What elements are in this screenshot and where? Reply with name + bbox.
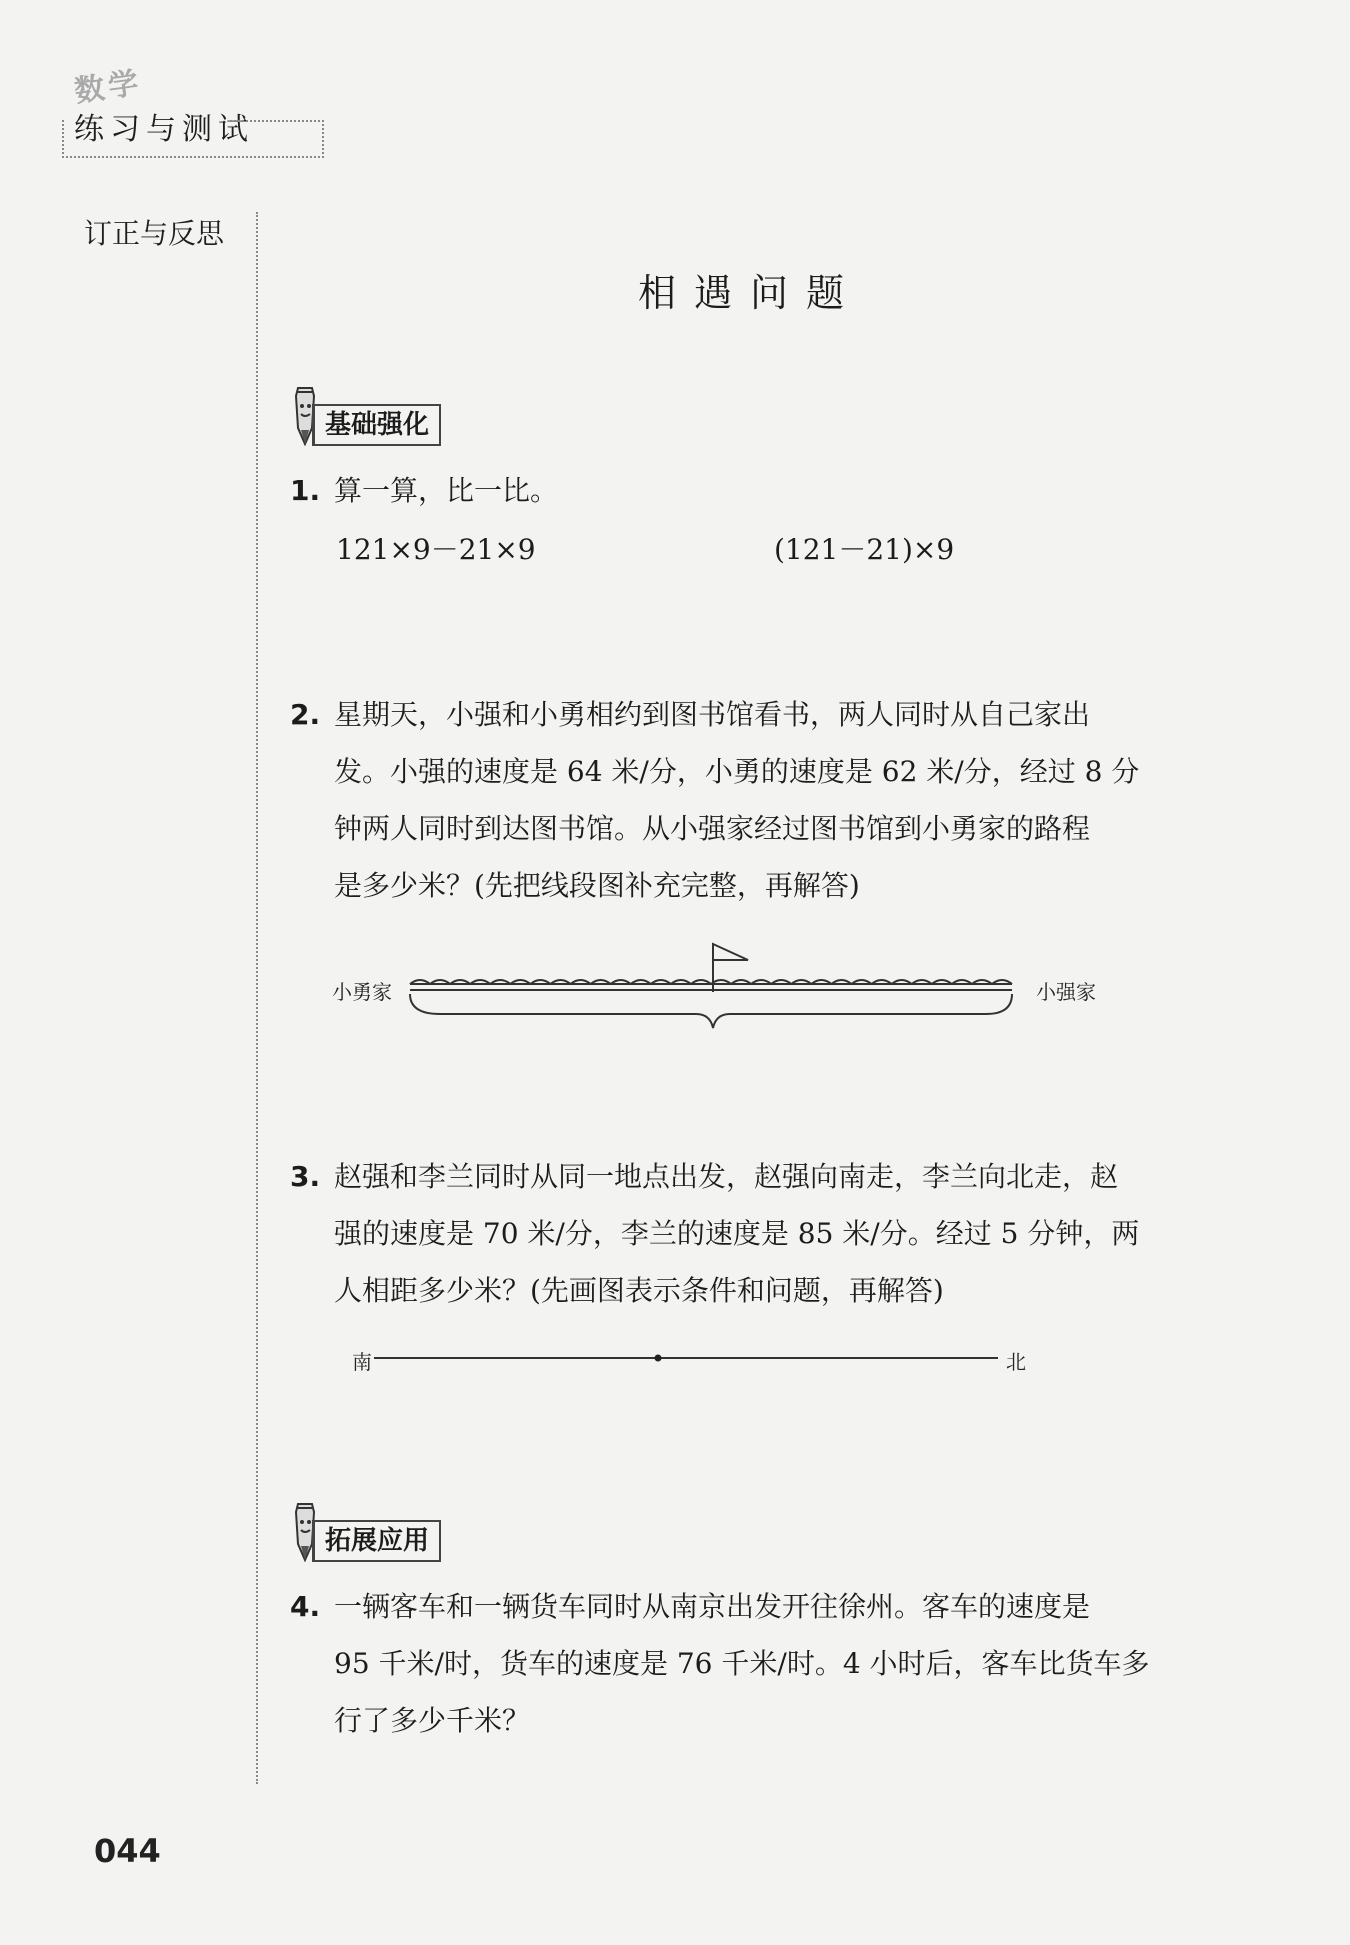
- question-line: 人相距多少米？(先画图表示条件和问题，再解答): [334, 1274, 944, 1307]
- correction-reflection-label: 订正与反思: [84, 217, 225, 250]
- page-number: 044: [94, 1832, 161, 1870]
- question-number: 1.: [290, 474, 321, 507]
- question-line: 赵强和李兰同时从同一地点出发，赵强向南走，李兰向北走，赵: [334, 1160, 1119, 1193]
- question-number: 4.: [290, 1590, 321, 1623]
- question-3: [290, 1148, 1230, 1319]
- section-extend: [292, 1500, 441, 1562]
- expression-b: (121－21)×9: [774, 533, 955, 566]
- direction-line: [374, 1346, 1004, 1370]
- question-number: 3.: [290, 1160, 321, 1193]
- question-line: 一辆客车和一辆货车同时从南京出发开往徐州。客车的速度是: [334, 1590, 1091, 1623]
- question-line: 发。小强的速度是 64 米/分，小勇的速度是 62 米/分，经过 8 分: [334, 755, 1140, 788]
- question-4: [290, 1578, 1230, 1749]
- question-line: 强的速度是 70 米/分，李兰的速度是 85 米/分。经过 5 分钟，两: [334, 1217, 1140, 1250]
- expression-a: 121×9－21×9: [336, 533, 536, 566]
- segment-diagram: [400, 932, 1030, 1032]
- diagram-right-label: 小强家: [1036, 980, 1096, 1004]
- header-dotted-frame: [62, 120, 324, 158]
- margin-divider: [256, 212, 258, 1784]
- north-label: 北: [1006, 1350, 1026, 1374]
- section-basic-label: 基础强化: [312, 404, 441, 446]
- question-line: 钟两人同时到达图书馆。从小强家经过图书馆到小勇家的路程: [334, 812, 1091, 845]
- start-point: [655, 1355, 662, 1362]
- subject-label: 数学: [72, 65, 145, 110]
- page-title: 相遇问题: [637, 271, 862, 315]
- question-1: [290, 462, 1230, 519]
- section-basic: [292, 384, 441, 446]
- question-text: 算一算，比一比。: [334, 474, 559, 507]
- question-line: 星期天，小强和小勇相约到图书馆看书，两人同时从自己家出: [334, 698, 1091, 731]
- series-title: 练习与测试: [74, 112, 254, 147]
- question-line: 行了多少千米？: [334, 1704, 531, 1737]
- total-distance-brace: [410, 994, 1012, 1028]
- header-dotted-top: [230, 120, 320, 122]
- library-flag-icon: [713, 944, 748, 960]
- question-line: 95 千米/时，货车的速度是 76 千米/时。4 小时后，客车比货车多: [334, 1647, 1150, 1680]
- question-line: 是多少米？(先把线段图补充完整，再解答): [334, 869, 860, 902]
- question-number: 2.: [290, 698, 321, 731]
- question-2: [290, 686, 1230, 914]
- diagram-left-label: 小勇家: [332, 980, 392, 1004]
- south-label: 南: [352, 1350, 372, 1374]
- section-extend-label: 拓展应用: [312, 1520, 441, 1562]
